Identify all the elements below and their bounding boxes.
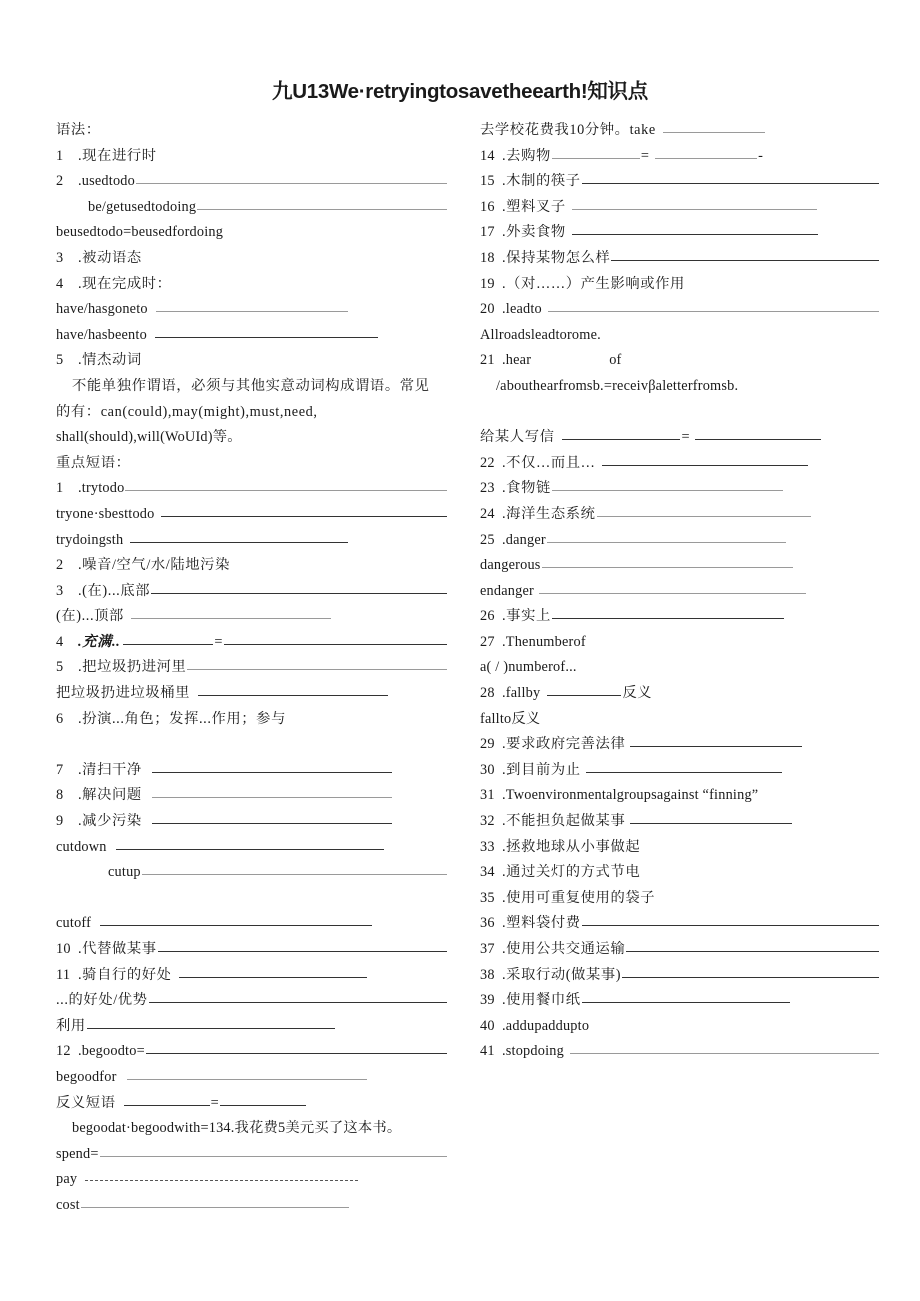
fill-in-blank[interactable]	[124, 1091, 210, 1106]
item-text: .事实上	[502, 608, 551, 625]
item-number: 41	[480, 1043, 495, 1060]
list-item	[480, 374, 880, 400]
item-text: .拯救地球从小事做起	[502, 838, 641, 855]
list-item	[480, 195, 880, 221]
section-heading-phrases: 重点短语：	[56, 454, 131, 471]
item-number: 37	[480, 941, 495, 957]
list-item	[56, 1065, 448, 1091]
list-item	[480, 451, 880, 477]
item-text: .不能担负起做某事	[502, 813, 626, 830]
item-text: cutdown	[56, 838, 107, 855]
section-heading-grammar: 语法：	[56, 122, 101, 138]
list-item	[480, 860, 880, 886]
item-number: 20	[480, 301, 495, 318]
item-number: 10	[56, 941, 71, 957]
item-number: 26	[480, 608, 495, 625]
item-number: 5	[56, 352, 64, 369]
item-text: .减少污染	[78, 813, 142, 830]
list-item	[56, 783, 448, 809]
item-text: .骑自行的好处	[78, 966, 172, 983]
item-text: a( / )numberof...	[480, 659, 577, 676]
list-item	[56, 988, 448, 1014]
item-text: 不能单独作谓语，必须与其他实意动词构成谓语。常见	[72, 377, 430, 394]
fill-in-blank[interactable]	[161, 502, 448, 517]
list-item	[480, 297, 880, 323]
item-text: .现在完成时：	[78, 275, 172, 292]
fill-in-blank[interactable]	[547, 528, 786, 543]
fill-in-blank[interactable]	[87, 1014, 335, 1029]
item-text: .不仅…而且…	[502, 454, 596, 471]
fill-in-blank[interactable]	[116, 835, 384, 850]
fill-in-blank[interactable]	[539, 579, 806, 594]
item-number: 36	[480, 915, 495, 932]
item-text: shall(should),will(WoUId)等。	[56, 429, 242, 446]
equals-sign: =	[681, 429, 690, 446]
list-item	[56, 297, 448, 323]
item-number: 8	[56, 787, 64, 804]
item-text: begoodfor	[56, 1068, 117, 1085]
item-number: 1	[56, 480, 64, 497]
item-text: .食物链	[502, 480, 551, 497]
list-item	[56, 1167, 448, 1193]
list-item	[56, 1116, 448, 1142]
fill-in-blank[interactable]	[695, 425, 821, 440]
list-item	[56, 400, 448, 426]
item-text: cost	[56, 1196, 80, 1213]
list-item	[56, 655, 448, 681]
list-item	[56, 604, 448, 630]
item-text: .danger	[502, 531, 546, 548]
list-item	[480, 604, 880, 630]
fill-in-blank[interactable]	[152, 758, 392, 773]
item-text: .fallby	[502, 685, 541, 702]
item-text: be/getusedtodoing	[88, 198, 197, 215]
item-number: 4	[56, 633, 64, 650]
item-text: spend=	[56, 1145, 99, 1162]
list-item	[56, 937, 448, 963]
fill-in-blank[interactable]	[100, 911, 372, 926]
list-item	[480, 758, 880, 784]
item-text: .使用可重复使用的袋子	[502, 889, 656, 906]
fill-in-blank[interactable]	[570, 1039, 879, 1054]
item-text: .begoodto=	[78, 1043, 145, 1060]
item-text: .(在)...底部	[78, 582, 151, 599]
item-number: 31	[480, 787, 495, 804]
list-item	[56, 476, 448, 502]
fill-in-blank[interactable]	[547, 681, 621, 696]
item-number: 16	[480, 198, 495, 215]
list-item	[56, 1142, 448, 1168]
item-text: .被动语态	[78, 249, 142, 266]
item-text: have/hasbeento	[56, 326, 147, 343]
fill-in-blank[interactable]	[220, 1091, 306, 1106]
item-text: 利用	[56, 1017, 86, 1034]
equals-sign: =	[210, 1094, 219, 1111]
item-text: (在)...顶部	[56, 608, 124, 625]
list-item	[56, 553, 448, 579]
list-item	[56, 323, 448, 349]
item-number: 1	[56, 147, 64, 164]
list-item	[480, 144, 880, 170]
list-item	[480, 911, 880, 937]
right-column	[480, 118, 880, 1065]
fill-in-blank[interactable]	[198, 681, 388, 696]
item-text: begoodat·begoodwith=134.我花费5美元买了这本书。	[72, 1120, 402, 1137]
item-text: 去学校花费我10分钟。take	[480, 122, 656, 138]
fill-in-blank[interactable]	[158, 937, 447, 952]
list-item	[480, 272, 880, 298]
list-item	[480, 1014, 880, 1040]
list-item	[56, 758, 448, 784]
item-text: .Thenumberof	[502, 633, 586, 650]
item-text: 反义短语	[56, 1094, 116, 1111]
fill-in-blank[interactable]	[179, 963, 367, 978]
item-number: 21	[480, 352, 495, 369]
item-text: .噪音/空气/水/陆地污染	[78, 557, 230, 574]
item-text: .要求政府完善法律	[502, 736, 626, 753]
list-item	[480, 118, 880, 144]
item-text: .塑料袋付费	[502, 915, 581, 932]
fill-in-blank-dashed[interactable]	[85, 1168, 358, 1181]
item-number: 17	[480, 224, 495, 241]
spacer-line	[56, 732, 448, 758]
item-text: .使用餐巾纸	[502, 992, 581, 1009]
item-number: 2	[56, 173, 64, 190]
spacer-line	[56, 886, 448, 912]
fill-in-blank[interactable]	[136, 169, 447, 184]
fill-in-blank[interactable]	[655, 144, 757, 159]
item-text: .通过关灯的方式节电	[502, 864, 641, 881]
item-number: 35	[480, 889, 495, 906]
list-item	[480, 579, 880, 605]
fill-in-blank[interactable]	[130, 528, 348, 543]
item-number: 40	[480, 1017, 495, 1034]
list-item	[480, 988, 880, 1014]
item-text: .usedtodo	[78, 173, 135, 190]
item-number: 33	[480, 838, 495, 855]
item-number: 32	[480, 813, 495, 830]
item-text: .扮演...角色；发挥...作用；参与	[78, 710, 286, 727]
item-number: 15	[480, 173, 495, 190]
list-item	[56, 118, 448, 144]
item-text: .leadto	[502, 301, 542, 318]
list-item	[56, 272, 448, 298]
fill-in-blank[interactable]	[81, 1193, 349, 1208]
item-text: .trytodo	[78, 480, 125, 497]
list-item	[56, 911, 448, 937]
item-number: 19	[480, 275, 495, 292]
fill-in-blank[interactable]	[582, 169, 879, 184]
list-item	[56, 630, 448, 656]
fill-in-blank[interactable]	[548, 297, 879, 312]
item-text: .塑料叉子	[502, 198, 566, 215]
fill-in-blank[interactable]	[152, 783, 392, 798]
list-item	[56, 1039, 448, 1065]
fill-in-blank[interactable]	[602, 451, 808, 466]
item-text: dangerous	[480, 557, 541, 574]
fill-in-blank[interactable]	[125, 476, 447, 491]
fill-in-blank[interactable]	[123, 630, 213, 645]
item-number: 27	[480, 633, 495, 650]
item-number: 12	[56, 1043, 71, 1060]
list-item	[480, 707, 880, 733]
item-text: endanger	[480, 582, 534, 599]
item-number: 39	[480, 992, 495, 1009]
list-item	[480, 655, 880, 681]
list-item	[480, 323, 880, 349]
item-text: .木制的筷子	[502, 173, 581, 190]
item-text: .现在进行时	[78, 147, 157, 164]
item-text: .使用公共交通运输	[502, 941, 626, 957]
list-item	[56, 835, 448, 861]
item-number: 38	[480, 966, 495, 983]
fill-in-blank[interactable]	[597, 502, 811, 517]
item-text: .把垃圾扔进河里	[78, 659, 187, 676]
item-number: 24	[480, 505, 495, 522]
item-text: .海洋生态系统	[502, 505, 596, 522]
fill-in-blank[interactable]	[552, 476, 783, 491]
fill-in-blank[interactable]	[156, 297, 348, 312]
item-text: trydoingsth	[56, 531, 124, 548]
fill-in-blank[interactable]	[626, 937, 879, 952]
list-item	[56, 169, 448, 195]
list-item	[56, 502, 448, 528]
left-column	[56, 118, 448, 1219]
fill-in-blank[interactable]	[187, 655, 447, 670]
item-text: 给某人写信	[480, 429, 555, 446]
item-number: 28	[480, 685, 495, 702]
list-item	[56, 144, 448, 170]
item-text: pay	[56, 1171, 78, 1188]
list-item	[480, 169, 880, 195]
item-text-mid: of	[609, 352, 622, 369]
list-item	[480, 425, 880, 451]
item-text: tryone·sbesttodo	[56, 505, 155, 522]
item-text: have/hasgoneto	[56, 301, 148, 318]
list-item	[56, 1193, 448, 1219]
item-text: fallto反义	[480, 710, 541, 727]
item-text: cutup	[108, 864, 141, 881]
list-item	[56, 1014, 448, 1040]
item-text: .保持某物怎么样	[502, 249, 611, 266]
list-item	[56, 195, 448, 221]
item-text: .外卖食物	[502, 224, 566, 241]
list-item	[56, 348, 448, 374]
item-number: 23	[480, 480, 495, 497]
fill-in-blank[interactable]	[155, 323, 378, 338]
list-item	[480, 220, 880, 246]
item-number: 9	[56, 813, 64, 830]
list-item	[56, 579, 448, 605]
item-text: ...的好处/优势	[56, 992, 148, 1009]
fill-in-blank[interactable]	[152, 809, 392, 824]
item-number: 18	[480, 249, 495, 266]
item-number: 5	[56, 659, 64, 676]
fill-in-blank[interactable]	[142, 860, 447, 875]
equals-sign: =	[214, 633, 223, 650]
item-text: cutoff	[56, 915, 92, 932]
list-item	[56, 681, 448, 707]
fill-in-blank[interactable]	[224, 630, 447, 645]
list-item	[480, 630, 880, 656]
item-number: 7	[56, 761, 64, 778]
item-number: 29	[480, 736, 495, 753]
item-number: 3	[56, 582, 64, 599]
item-note: 反义	[622, 685, 653, 702]
fill-in-blank[interactable]	[100, 1142, 447, 1157]
list-item	[56, 425, 448, 451]
item-text: .采取行动(做某事)	[502, 966, 622, 983]
fill-in-blank[interactable]	[131, 604, 331, 619]
item-number: 30	[480, 761, 495, 778]
list-item	[480, 783, 880, 809]
item-number: 4	[56, 275, 64, 292]
list-item	[56, 707, 448, 733]
list-item	[480, 681, 880, 707]
item-number: 22	[480, 454, 495, 471]
fill-in-blank[interactable]	[562, 425, 680, 440]
list-item	[480, 732, 880, 758]
item-number: 25	[480, 531, 495, 548]
list-item	[480, 963, 880, 989]
item-number: 3	[56, 249, 64, 266]
item-text: .（对……）产生影响或作用	[502, 275, 685, 292]
trailing-dash: -	[758, 147, 764, 164]
list-item	[480, 348, 880, 374]
fill-in-blank[interactable]	[630, 809, 792, 824]
spacer-line	[480, 400, 880, 426]
fill-in-blank[interactable]	[582, 911, 879, 926]
fill-in-blank[interactable]	[552, 604, 784, 619]
fill-in-blank[interactable]	[663, 118, 765, 133]
fill-in-blank[interactable]	[630, 732, 802, 747]
list-item	[480, 476, 880, 502]
item-text: .充满..	[78, 633, 121, 650]
list-item	[480, 246, 880, 272]
item-number: 34	[480, 864, 495, 881]
item-number: 6	[56, 710, 64, 727]
list-item	[480, 809, 880, 835]
item-text: 的有：can(could),may(might),must,need,	[56, 403, 318, 420]
list-item	[56, 1091, 448, 1117]
item-text: .解决问题	[78, 787, 142, 804]
item-text: .代替做某事	[78, 941, 157, 957]
item-text: /abouthearfromsb.=receivβaletterfromsb.	[496, 377, 739, 394]
list-item	[56, 860, 448, 886]
equals-sign: =	[640, 147, 650, 164]
list-item	[56, 528, 448, 554]
item-text: .去购物	[502, 147, 551, 164]
list-item	[480, 886, 880, 912]
item-number: 11	[56, 966, 71, 983]
item-text: .Twoenvironmentalgroupsagainst “finning”	[502, 787, 759, 804]
item-text: .addupaddupto	[502, 1017, 590, 1034]
item-text: .到目前为止	[502, 761, 581, 778]
item-text: .清扫干净	[78, 761, 142, 778]
fill-in-blank[interactable]	[149, 988, 447, 1003]
item-text: .stopdoing	[502, 1043, 564, 1060]
list-item	[480, 1039, 880, 1065]
list-item	[480, 835, 880, 861]
item-text: 把垃圾扔进垃圾桶里	[56, 685, 191, 702]
item-number: 14	[480, 147, 495, 164]
fill-in-blank[interactable]	[146, 1039, 447, 1054]
fill-in-blank[interactable]	[586, 758, 782, 773]
fill-in-blank[interactable]	[622, 963, 879, 978]
item-text: .情杰动词	[78, 352, 142, 369]
fill-in-blank[interactable]	[151, 579, 447, 594]
list-item	[480, 502, 880, 528]
item-text: beusedtodo=beusedfordoing	[56, 224, 224, 241]
fill-in-blank[interactable]	[197, 195, 447, 210]
list-item	[56, 246, 448, 272]
fill-in-blank[interactable]	[582, 988, 790, 1003]
list-item	[56, 809, 448, 835]
list-item	[480, 553, 880, 579]
fill-in-blank[interactable]	[542, 553, 793, 568]
fill-in-blank[interactable]	[572, 220, 818, 235]
item-number: 2	[56, 557, 64, 574]
fill-in-blank[interactable]	[127, 1065, 367, 1080]
list-item	[56, 451, 448, 477]
item-text: .hear	[502, 352, 532, 369]
list-item	[56, 220, 448, 246]
list-item	[56, 963, 448, 989]
fill-in-blank[interactable]	[572, 195, 817, 210]
list-item	[480, 937, 880, 963]
list-item	[56, 374, 448, 400]
fill-in-blank[interactable]	[611, 246, 879, 261]
page-title: 九U13We·retryingtosavetheearth!知识点	[272, 80, 648, 103]
list-item	[480, 528, 880, 554]
item-text: Allroadsleadtorome.	[480, 326, 601, 343]
fill-in-blank[interactable]	[552, 144, 640, 159]
